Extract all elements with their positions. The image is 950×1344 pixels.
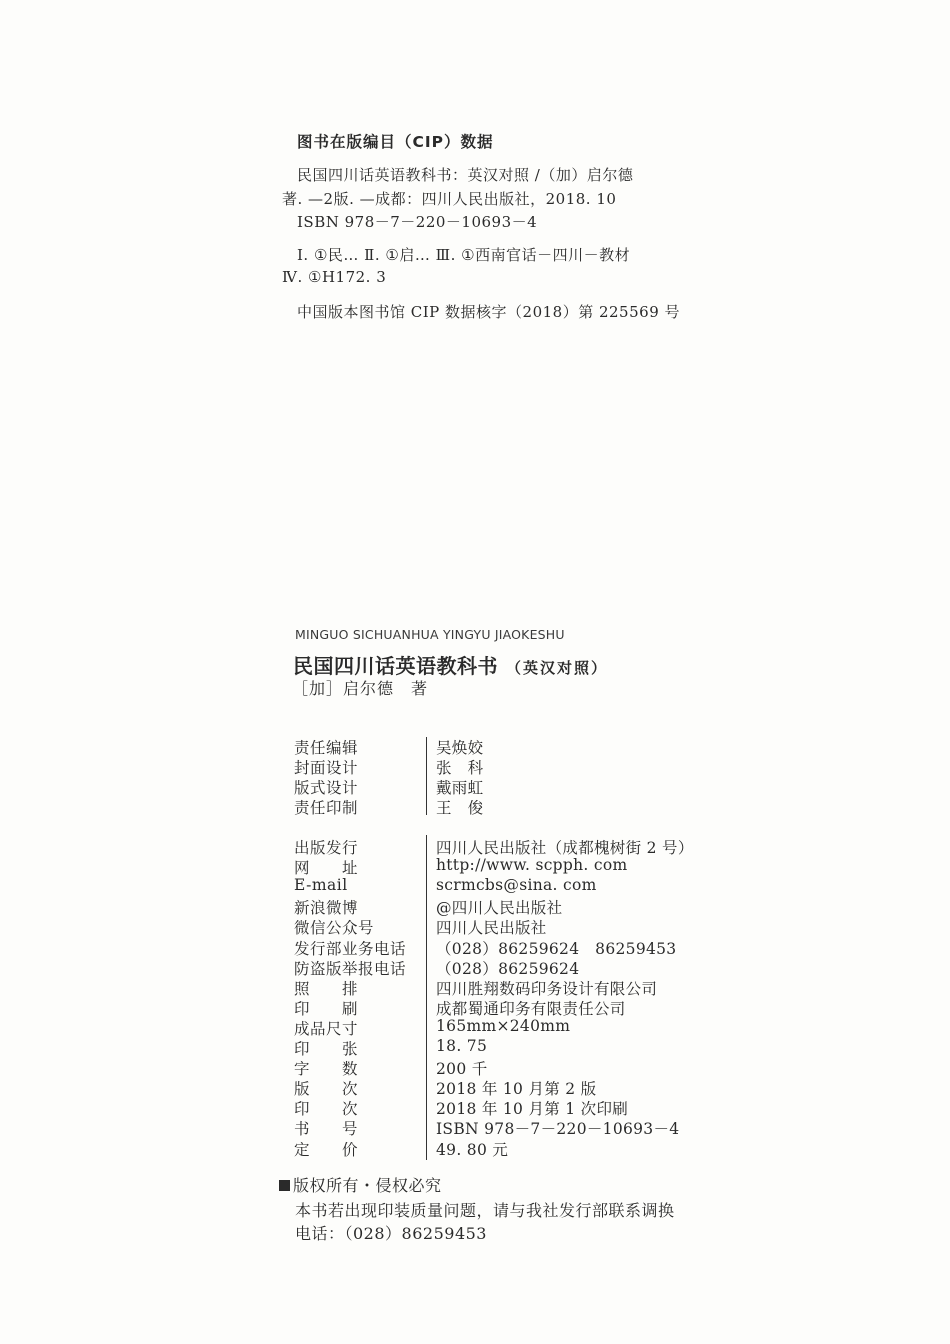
- row-label: 防盗版举报电话: [294, 959, 407, 978]
- book-title: [293, 650, 608, 679]
- row-value: 四川胜翔数码印务设计有限公司: [436, 979, 658, 998]
- row-label: 版式设计: [294, 779, 359, 797]
- row-value: 吴焕姣: [436, 739, 484, 757]
- detail-row: [0, 937, 950, 957]
- row-label: 责任编辑: [294, 739, 359, 757]
- row-value: （028）86259624: [436, 959, 580, 978]
- row-label: 印 张: [294, 1040, 359, 1058]
- row-label: 成品尺寸: [294, 1019, 359, 1038]
- detail-row: [0, 896, 950, 916]
- pinyin-title: MINGUO SICHUANHUA YINGYU JIAOKESHU: [295, 627, 565, 642]
- staff-row: [0, 776, 950, 796]
- detail-row: [0, 856, 950, 876]
- detail-row: [0, 957, 950, 977]
- row-label: 封面设计: [294, 759, 359, 777]
- row-value: http://www. scpph. com: [436, 856, 628, 875]
- row-value: 王 俊: [436, 799, 484, 817]
- cip-record-number: 中国版本图书馆 CIP 数据核字（2018）第 225569 号: [297, 303, 681, 321]
- row-label: 字 数: [294, 1060, 359, 1079]
- row-value: @四川人民出版社: [436, 899, 563, 918]
- book-subtitle: （英汉对照）: [506, 659, 609, 677]
- row-label: 出版发行: [294, 839, 359, 857]
- book-author: ［加］启尔德 著: [292, 679, 429, 698]
- row-value: 成都蜀通印务有限责任公司: [436, 999, 626, 1018]
- row-label: 发行部业务电话: [294, 939, 407, 958]
- row-value: 165mm×240mm: [436, 1016, 571, 1035]
- detail-row: [0, 836, 950, 856]
- row-value: 张 科: [436, 759, 484, 777]
- row-label: E-mail: [294, 876, 348, 895]
- row-value: 戴雨虹: [436, 779, 484, 797]
- detail-row: [0, 1138, 950, 1158]
- row-label: 版 次: [294, 1080, 359, 1099]
- detail-row: [0, 1077, 950, 1097]
- row-value: 四川人民出版社（成都槐树街 2 号）: [436, 839, 694, 857]
- row-value: 18. 75: [436, 1037, 488, 1055]
- cip-classification-number: Ⅳ. ①H172. 3: [282, 268, 387, 286]
- details-divider: [426, 835, 427, 1160]
- row-label: 印 次: [294, 1100, 359, 1119]
- detail-row: [0, 1037, 950, 1057]
- detail-row: [0, 1097, 950, 1117]
- detail-row: [0, 876, 950, 896]
- staff-row: [0, 796, 950, 816]
- cip-isbn-line: ISBN 978－7－220－10693－4: [297, 213, 538, 231]
- detail-row: [0, 1057, 950, 1077]
- staff-row: [0, 756, 950, 776]
- square-bullet-icon: [279, 1180, 290, 1191]
- row-label: 书 号: [294, 1120, 359, 1139]
- row-value: scrmcbs@sina. com: [436, 876, 597, 895]
- staff-divider: [426, 737, 427, 815]
- quality-notice: 本书若出现印装质量问题，请与我社发行部联系调换: [295, 1201, 675, 1220]
- detail-row: [0, 916, 950, 936]
- row-label: 印 刷: [294, 999, 359, 1018]
- row-label: 照 排: [294, 979, 359, 998]
- detail-row: [0, 1117, 950, 1137]
- row-label: 网 址: [294, 859, 359, 878]
- row-value: 200 千: [436, 1060, 488, 1079]
- book-title-main: 民国四川话英语教科书: [293, 654, 498, 678]
- cip-title-line: 民国四川话英语教科书：英汉对照 /（加）启尔德: [297, 166, 634, 184]
- row-value: 四川人民出版社: [436, 919, 547, 938]
- copyright-notice: 版权所有・侵权必究: [293, 1176, 442, 1195]
- contact-phone: 电话：（028）86259453: [295, 1224, 487, 1243]
- detail-row: [0, 997, 950, 1017]
- cip-heading: 图书在版编目（CIP）数据: [297, 133, 494, 151]
- row-value: 49. 80 元: [436, 1140, 509, 1159]
- detail-row: [0, 1017, 950, 1037]
- row-value: 2018 年 10 月第 2 版: [436, 1080, 597, 1099]
- row-label: 微信公众号: [294, 919, 375, 938]
- staff-row: [0, 736, 950, 756]
- row-value: 2018 年 10 月第 1 次印刷: [436, 1100, 629, 1119]
- detail-row: [0, 977, 950, 997]
- row-label: 责任印制: [294, 799, 359, 817]
- row-label: 定 价: [294, 1140, 359, 1159]
- cip-classification-line: Ⅰ. ①民… Ⅱ. ①启… Ⅲ. ①西南官话－四川－教材: [297, 246, 631, 264]
- cip-edition-line: 著. —2版. —成都：四川人民出版社，2018. 10: [282, 190, 617, 208]
- row-label: 新浪微博: [294, 899, 359, 918]
- row-value: ISBN 978－7－220－10693－4: [436, 1120, 680, 1139]
- row-value: （028）86259624 86259453: [436, 939, 677, 958]
